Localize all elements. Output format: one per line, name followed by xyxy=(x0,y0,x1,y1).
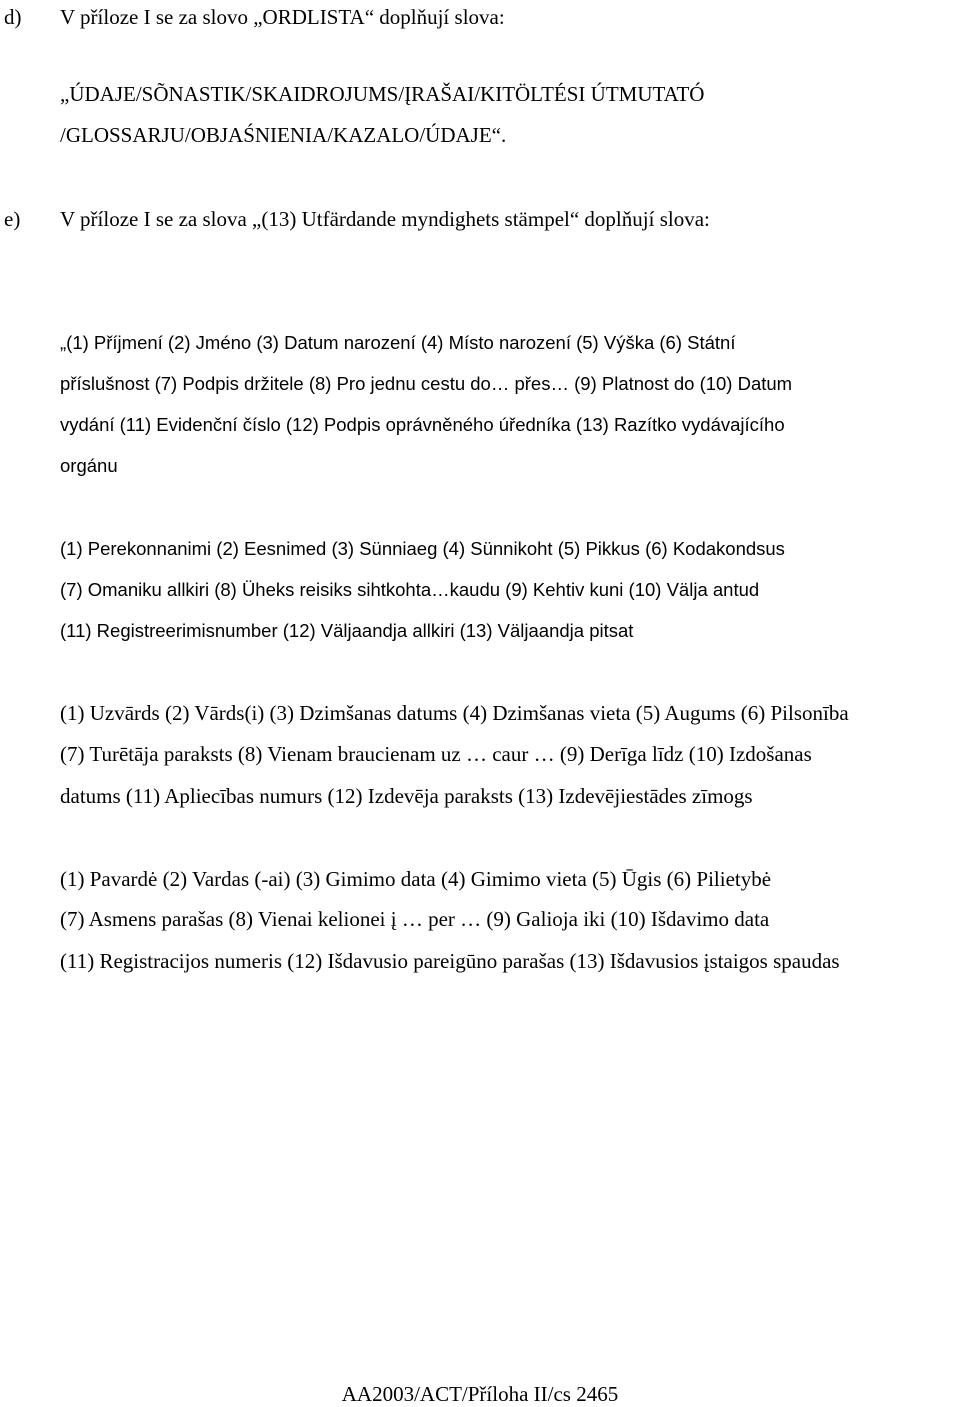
czech-line-3: vydání (11) Evidenční číslo (12) Podpis oprávněného úředníka (13) Razítko vydávajícího xyxy=(60,414,785,435)
page-footer: AA2003/ACT/Příloha II/cs 2465 xyxy=(341,1382,619,1406)
item-d-line-1: „ÚDAJE/SÕNASTIK/SKAIDROJUMS/ĮRAŠAI/KITÖLTÉSI ÚTMUTATÓ xyxy=(60,82,705,106)
latvian-line-3: datums (11) Apliecības numurs (12) Izdevēja paraksts (13) Izdevējiestādes zīmogs xyxy=(60,784,753,808)
item-d-heading: V příloze I se za slovo „ORDLISTA“ doplňují slova: xyxy=(60,5,505,29)
czech-line-1: „(1) Příjmení (2) Jméno (3) Datum narození (4) Místo narození (5) Výška (6) Státní xyxy=(60,332,736,353)
item-d-label: d) xyxy=(4,5,22,29)
lithuanian-line-2: (7) Asmens parašas (8) Vienai kelionei į … per … (9) Galioja iki (10) Išdavimo data xyxy=(60,907,770,931)
estonian-line-2: (7) Omaniku allkiri (8) Üheks reisiks sihtkohta…kaudu (9) Kehtiv kuni (10) Välja antud xyxy=(60,579,760,600)
estonian-line-1: (1) Perekonnanimi (2) Eesnimed (3) Sünniaeg (4) Sünnikoht (5) Pikkus (6) Kodakondsus xyxy=(60,538,785,559)
item-d-line-2: /GLOSSARJU/OBJAŚNIENIA/KAZALO/ÚDAJE“. xyxy=(60,123,507,147)
lithuanian-line-1: (1) Pavardė (2) Vardas (-ai) (3) Gimimo data (4) Gimimo vieta (5) Ūgis (6) Pilietybė xyxy=(60,867,772,891)
czech-line-2: příslušnost (7) Podpis držitele (8) Pro jednu cestu do… přes… (9) Platnost do (10) Datum xyxy=(60,373,793,394)
latvian-line-2: (7) Turētāja paraksts (8) Vienam braucienam uz … caur … (9) Derīga līdz (10) Izdošanas xyxy=(60,742,812,766)
estonian-line-3: (11) Registreerimisnumber (12) Väljaandja allkiri (13) Väljaandja pitsat xyxy=(60,620,634,641)
item-e-heading: V příloze I se za slova „(13) Utfärdande myndighets stämpel“ doplňují slova: xyxy=(60,207,710,231)
item-e-label: e) xyxy=(4,207,21,231)
latvian-line-1: (1) Uzvārds (2) Vārds(i) (3) Dzimšanas datums (4) Dzimšanas vieta (5) Augums (6) Pilsonība xyxy=(60,701,849,725)
czech-line-4: orgánu xyxy=(60,455,118,476)
lithuanian-line-3: (11) Registracijos numeris (12) Išdavusio pareigūno parašas (13) Išdavusios įstaigos spaudas xyxy=(60,949,840,973)
